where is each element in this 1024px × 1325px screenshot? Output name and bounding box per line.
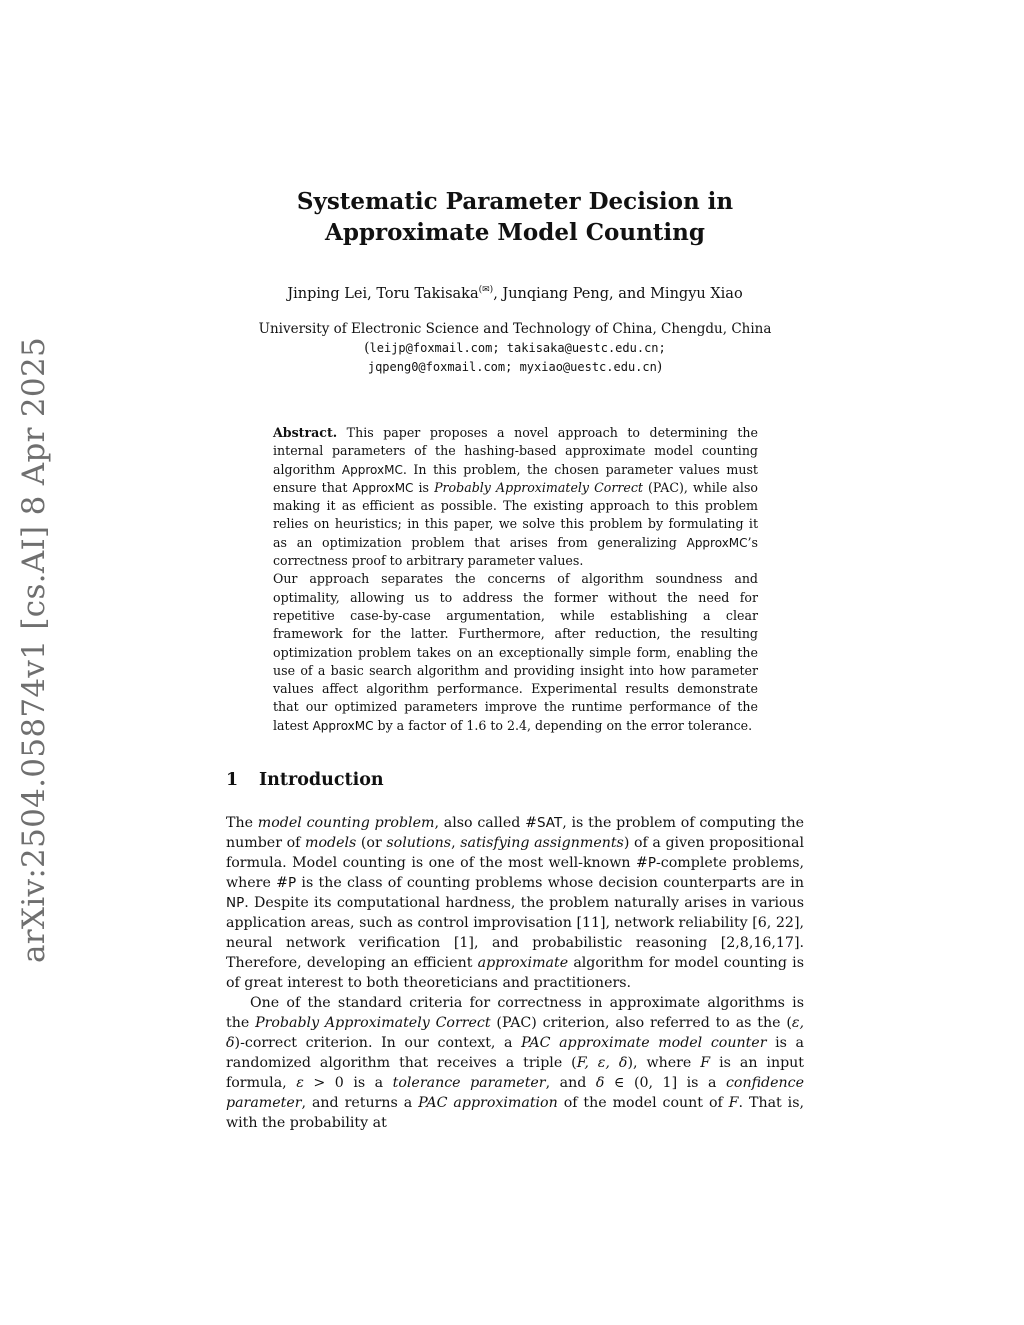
emphasis: PAC approximation (418, 1095, 558, 1111)
body-text: , and (545, 1075, 596, 1091)
section-heading (226, 770, 384, 790)
body-text: , and returns a (301, 1095, 419, 1111)
abstract-text: . In this problem, the chosen parameter values must ensure that (273, 461, 758, 495)
body-text: -complete problems, where # (226, 855, 804, 891)
affiliation-emails-line-2 (200, 358, 830, 377)
emphasis: satisfying assignments (460, 835, 624, 851)
email-list-2: jqpeng0@foxmail.com; myxiao@uestc.edu.cn (367, 360, 657, 374)
email-list-1: leijp@foxmail.com; takisaka@uestc.edu.cn; (369, 341, 666, 355)
body-text: > 0 is a (303, 1075, 393, 1091)
corresponding-author-mark: (✉) (478, 285, 494, 295)
math: F (700, 1055, 711, 1071)
authors-rest: , Junqiang Peng, and Mingyu Xiao (493, 285, 743, 302)
intro-paragraph-2 (226, 993, 804, 1133)
abstract-text: is (413, 479, 435, 495)
body-text: ) of a given propositional formula. Model counting is one of the most well-known # (226, 835, 804, 871)
abstract-text: This paper proposes a novel approach to determining the internal parameters of the hashing-based approximate model counting algorithm (273, 425, 758, 477)
body-text: is an input formula, (226, 1055, 805, 1091)
approxmc-name: ApproxMC (352, 480, 414, 495)
math: F (728, 1095, 739, 1111)
approxmc-name: ApproxMC (341, 462, 403, 477)
section-title: Introduction (259, 770, 384, 790)
emphasis: solutions (386, 835, 452, 851)
body-text: ), where (627, 1055, 701, 1071)
abstract-paragraph-1 (273, 424, 758, 570)
abstract-paragraph-2 (273, 570, 758, 735)
paper-title-line-1: Systematic Parameter Decision in (296, 188, 734, 215)
abstract (273, 424, 758, 735)
body-text: is the class of counting problems whose decision counterparts are in (296, 875, 804, 891)
arxiv-identifier-stamp: arXiv:2504.05874v1 [cs.AI] 8 Apr 2025 (16, 337, 52, 963)
affiliation-block (200, 320, 830, 377)
body-text: (PAC) criterion, also referred to as the ( (490, 1015, 792, 1031)
approxmc-name: ApproxMC (686, 535, 748, 550)
authors-first: Jinping Lei, Toru Takisaka (287, 285, 479, 302)
body-text: ∈ (0, 1] is a (604, 1075, 726, 1091)
body-text: , also called # (434, 815, 537, 831)
emphasis: confidence parameter (226, 1075, 804, 1111)
body-text: (or (356, 835, 387, 851)
affiliation-institution: University of Electronic Science and Technology of China, Chengdu, China (258, 321, 772, 337)
emphasis: models (305, 835, 357, 851)
body-text: algorithm for model counting is of great interest to both theoreticians and practitioners. (226, 955, 804, 991)
abstract-text: ’s correctness proof to arbitrary parameter values. (273, 534, 758, 569)
body-text: One of the standard criteria for correctness in approximate algorithms is the (226, 995, 804, 1031)
emphasis: tolerance parameter (392, 1075, 546, 1091)
approxmc-name: ApproxMC (312, 718, 374, 733)
pac-term: Probably Approximately Correct (434, 479, 643, 495)
affiliation-emails-line-1 (200, 339, 830, 358)
body-text: , (451, 835, 461, 851)
complexity-class: P (288, 875, 297, 891)
complexity-class: SAT (536, 815, 563, 831)
body-text: of the model count of (557, 1095, 729, 1111)
author-list (200, 285, 830, 302)
intro-paragraph-1 (226, 813, 804, 993)
body-text: )-correct criterion. In our context, a (234, 1035, 522, 1051)
emphasis: Probably Approximately Correct (255, 1015, 491, 1031)
open-paren: ( (364, 340, 370, 356)
paper-title-line-2: Approximate Model Counting (325, 219, 705, 246)
math: F, ε, δ (576, 1055, 628, 1071)
emphasis: PAC approximate model counter (521, 1035, 767, 1051)
section-number: 1 (226, 770, 239, 790)
body-text: is a randomized algorithm that receives a triple ( (226, 1035, 804, 1071)
body-text: The (226, 815, 258, 831)
paper-title (200, 186, 830, 248)
math: δ (595, 1075, 605, 1091)
math: ε, δ (226, 1015, 804, 1051)
body-text: . Despite its computational hardness, the problem naturally arises in various application areas, such as control improvisation [11], network reliability [6, 22], neural network verification [1], and probabilistic reasoning [2,8,16,17]. Therefore, developing an efficient (226, 895, 804, 971)
close-paren: ) (656, 359, 663, 375)
introduction-body (226, 813, 804, 1133)
emphasis: approximate (477, 955, 569, 971)
body-text: , is the problem of computing the number of (226, 815, 804, 851)
abstract-text: (PAC), while also making it as efficient as possible. The existing approach to this problem relies on heuristics; in this paper, we solve this problem by formulating it as an optimization problem that arises from generalizing (273, 479, 759, 550)
complexity-class: NP (226, 895, 245, 911)
emphasis: model counting problem (257, 815, 435, 831)
abstract-text: Our approach separates the concerns of algorithm soundness and optimality, allowing us to address the former without the need for repetitive case-by-case argumentation, while establishing a clear framework for the latter. Furthermore, after reduction, the resulting optimization problem takes on an exceptionally simple form, enabling the use of a basic search algorithm and providing insight into how parameter values affect algorithm performance. Experimental results demonstrate that our optimized parameters improve the runtime performance of the latest (273, 571, 758, 733)
complexity-class: P (647, 855, 657, 871)
abstract-label: Abstract. (273, 425, 338, 440)
abstract-text: by a factor of 1.6 to 2.4, depending on the error tolerance. (373, 717, 753, 733)
body-text: . That is, with the probability at (226, 1095, 805, 1131)
math: ε (296, 1075, 304, 1091)
